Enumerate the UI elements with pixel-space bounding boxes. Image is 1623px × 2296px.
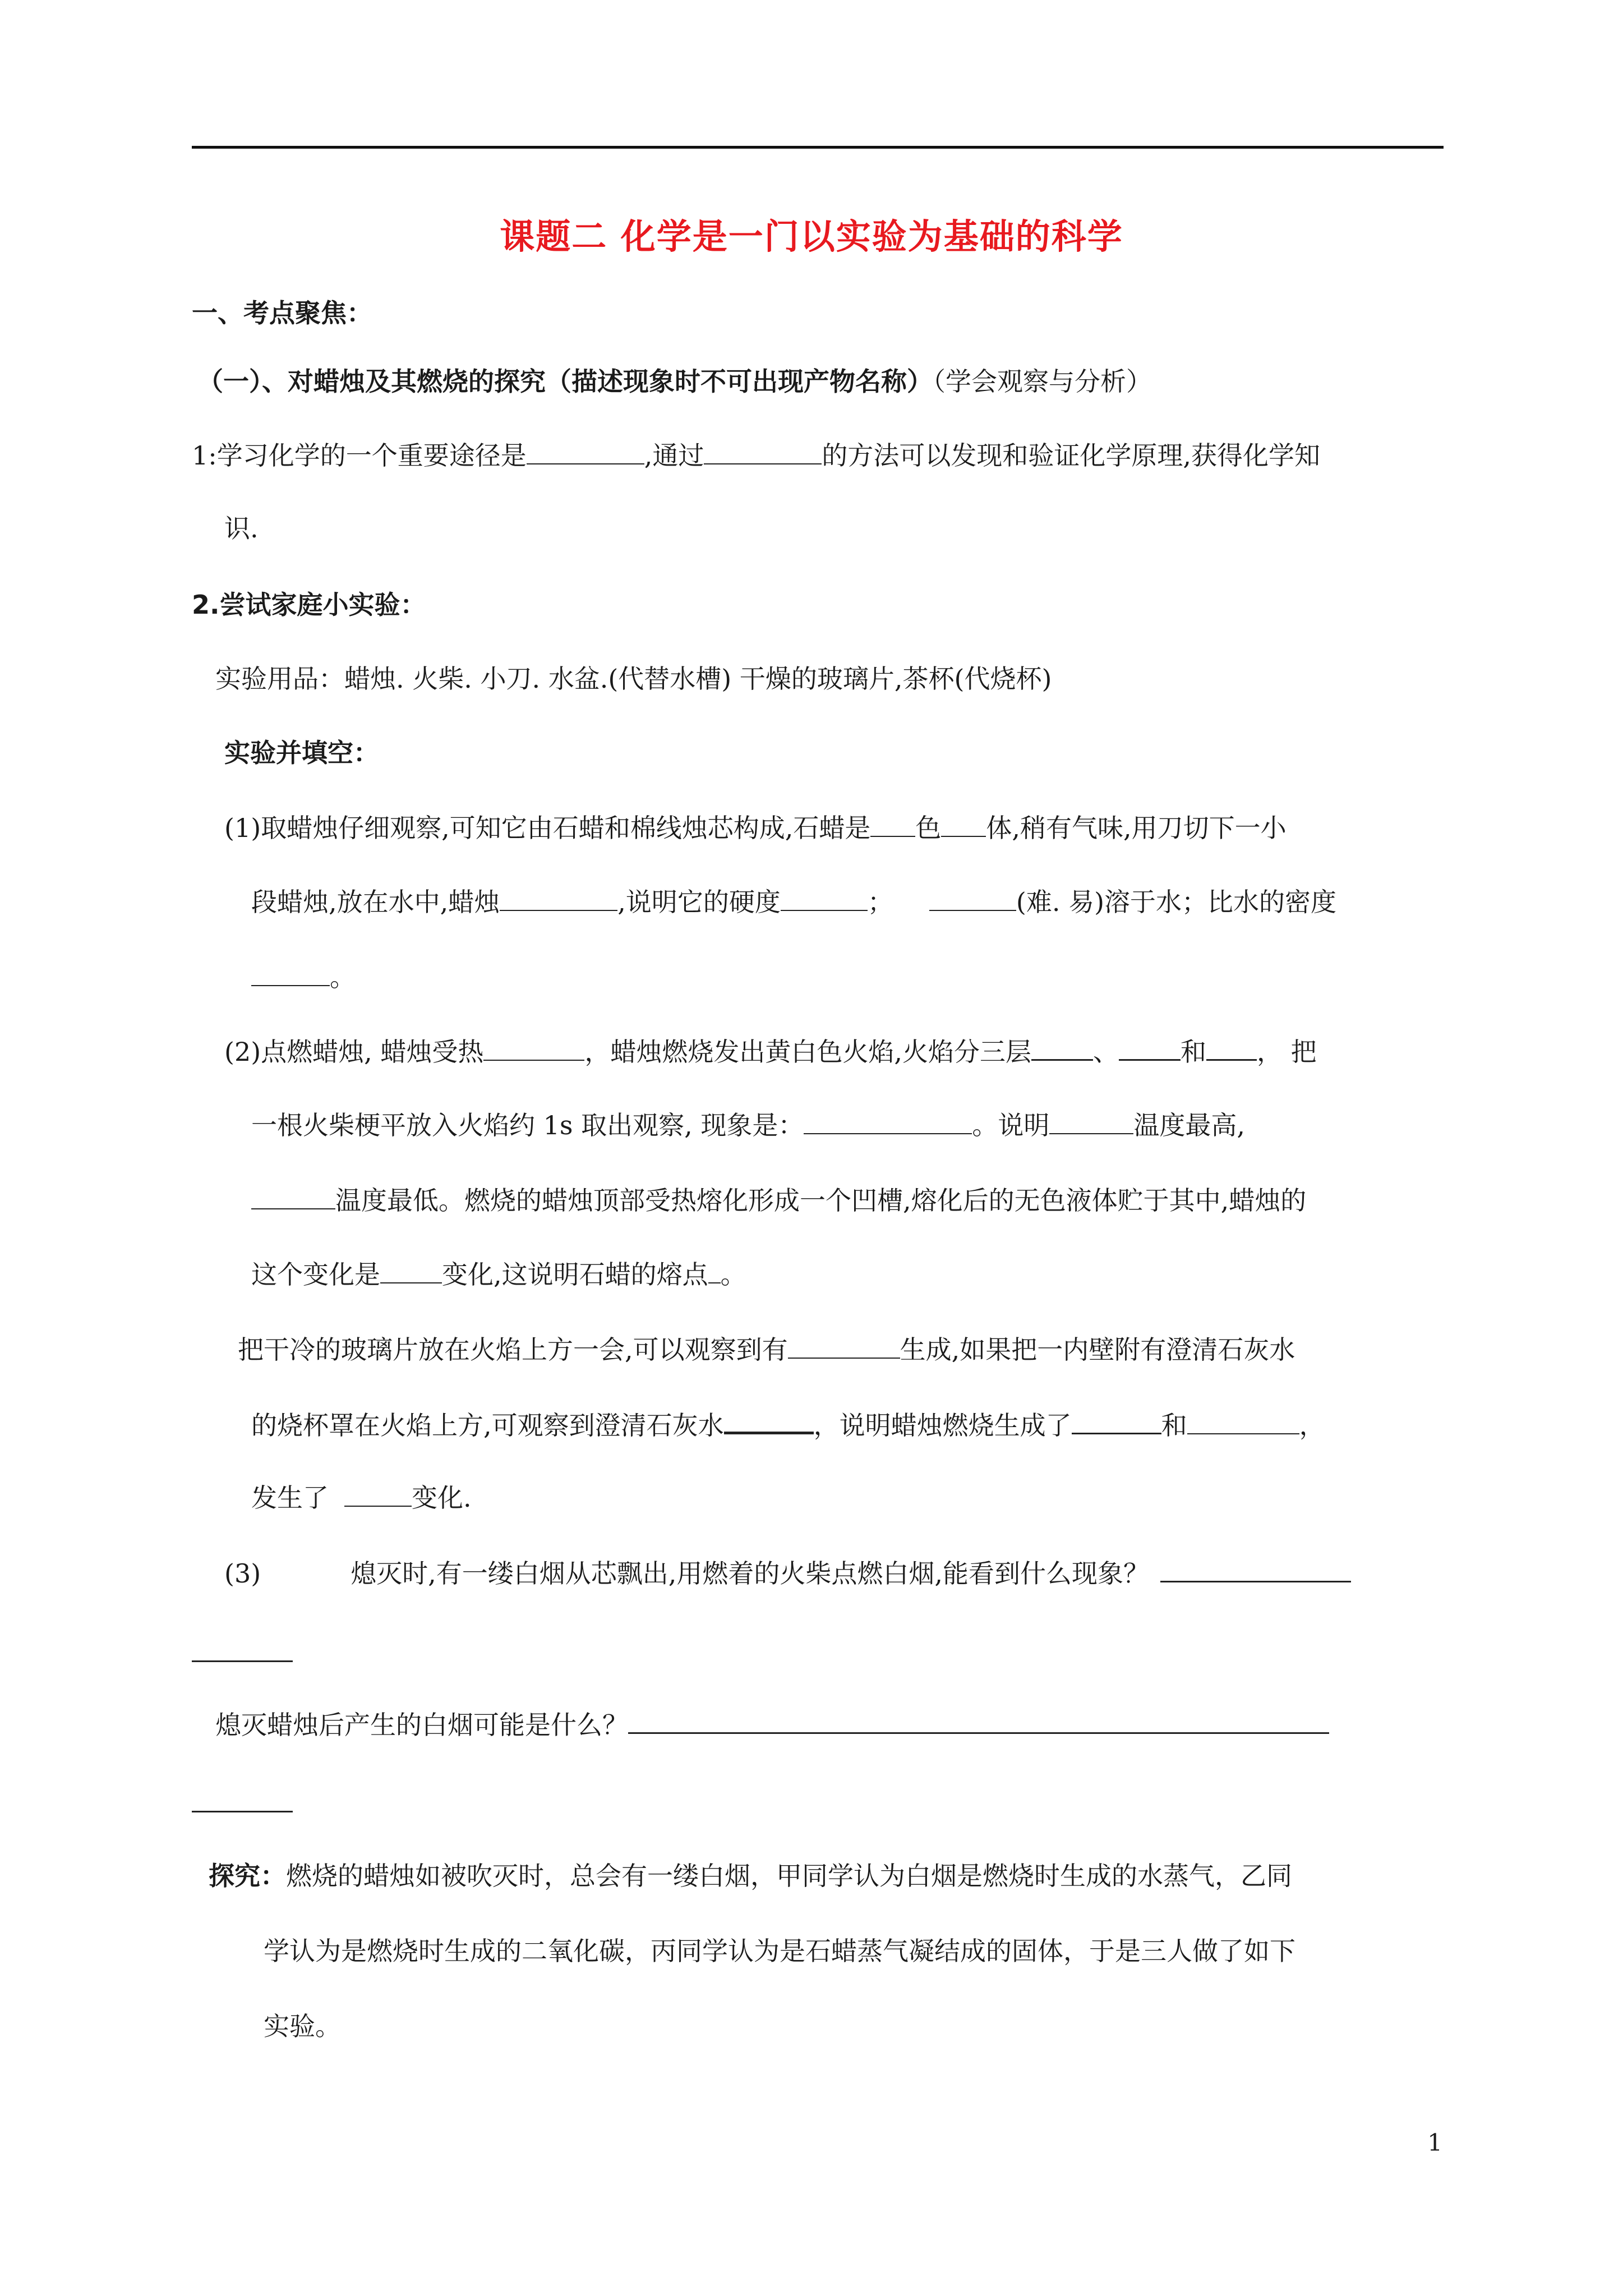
p3-text-e: 和 (1161, 1410, 1187, 1441)
explore-text-a: 燃烧的蜡烛如被吹灭时，总会有一缕白烟，甲同学认为白烟是燃烧时生成的水蒸气，乙同 (286, 1861, 1292, 1891)
blank[interactable] (1160, 1556, 1351, 1582)
page-number: 1 (1427, 2129, 1442, 2156)
blank[interactable] (788, 1333, 900, 1359)
materials-list: 实验用品：蜡烛. 火柴. 小刀. 水盆.(代替水槽) 干燥的玻璃片,茶杯(代烧杯) (215, 664, 1052, 694)
explore-line-1 (209, 1859, 1292, 1893)
blank[interactable] (804, 1108, 972, 1134)
p4-number: (3) (224, 1558, 261, 1589)
blank[interactable] (724, 1407, 814, 1434)
p3-text-h: 变化. (412, 1483, 472, 1513)
blank[interactable] (1187, 1409, 1299, 1434)
p2-text-c: 、 (1093, 1037, 1119, 1067)
section-heading: 一、考点聚焦： (192, 298, 372, 328)
p1-text-a: (1)取蜡烛仔细观察,可知它由石蜡和棉线烛芯构成,石蜡是 (224, 813, 871, 843)
blank[interactable] (1206, 1034, 1257, 1061)
p3-text-d: ，说明蜡烛燃烧生成了 (813, 1410, 1072, 1441)
p1-text-f: ； (867, 887, 893, 917)
p2-text-l: 。 (720, 1259, 746, 1290)
paragraph-1-line-1 (224, 811, 1287, 845)
blank[interactable] (251, 960, 330, 986)
paragraph-3-line-1 (238, 1333, 1295, 1366)
paragraph-2-line-2 (251, 1108, 1245, 1142)
p1-text-c: 体,稍有气味,用刀切下一小 (986, 813, 1287, 843)
p2-text-f: 一根火柴梗平放入火焰约 1s 取出观察, 现象是： (251, 1110, 804, 1140)
p3-text-b: 生成,如果把一内壁附有澄清石灰水 (900, 1335, 1295, 1365)
blank[interactable] (941, 811, 986, 837)
p2-text-d: 和 (1181, 1037, 1207, 1067)
q1-text-b: ,通过 (644, 440, 704, 471)
blank[interactable] (1072, 1408, 1161, 1434)
p4-text-a: 熄灭时,有一缕白烟从芯飘出,用燃着的火柴点燃白烟,能看到什么现象？ (351, 1558, 1150, 1589)
blank[interactable] (483, 1035, 584, 1061)
blank[interactable] (708, 1258, 721, 1283)
blank[interactable] (1049, 1108, 1133, 1134)
p1-text-b: 色 (915, 813, 942, 843)
paragraph-3-line-3 (251, 1481, 472, 1515)
answer-line[interactable] (192, 1811, 293, 1812)
subsection-heading (197, 365, 1152, 398)
fill-heading: 实验并填空： (224, 738, 379, 768)
paragraph-1-line-3 (251, 960, 356, 994)
blank[interactable] (929, 885, 1016, 911)
paragraph-3-line-2 (251, 1407, 1325, 1442)
blank[interactable] (344, 1481, 412, 1507)
p1-text-h: 。 (330, 962, 356, 992)
paragraph-2-line-3 (251, 1184, 1306, 1217)
p2-text-e: ， 把 (1257, 1037, 1317, 1067)
p3-text-c: 的烧杯罩在火焰上方,可观察到澄清石灰水 (251, 1410, 724, 1441)
question-1 (192, 439, 1320, 472)
paragraph-4-line-1 (224, 1556, 1351, 1590)
blank[interactable] (380, 1258, 442, 1283)
q1-continuation: 识. (224, 513, 259, 544)
subsection-note: （学会观察与分析） (933, 366, 1152, 397)
explore-line-3: 实验。 (264, 2011, 341, 2041)
p1-text-g: (难. 易)溶于水；比水的密度 (1016, 887, 1337, 917)
p3-text-a: 把干冷的玻璃片放在火焰上方一会,可以观察到有 (238, 1335, 788, 1365)
p2-text-a: (2)点燃蜡烛, 蜡烛受热 (224, 1037, 484, 1067)
blank[interactable] (704, 439, 822, 464)
p2-text-g: 。说明 (972, 1110, 1050, 1140)
blank[interactable] (1119, 1034, 1181, 1061)
paragraph-2-line-1 (224, 1034, 1317, 1069)
p2-text-j: 这个变化是 (251, 1259, 380, 1290)
subsection-title: （一）、对蜡烛及其燃烧的探究（描述现象时不可出现产物名称） (197, 366, 933, 397)
blank[interactable] (527, 439, 644, 464)
q1-text-c: 的方法可以发现和验证化学原理,获得化学知 (822, 440, 1321, 471)
p2-text-h: 温度最高, (1133, 1110, 1245, 1140)
explore-label: 探究： (209, 1861, 286, 1891)
p2-text-k: 变化,这说明石蜡的熔点 (442, 1259, 708, 1290)
blank[interactable] (870, 811, 915, 837)
blank[interactable] (500, 885, 617, 911)
page-title: 课题二 化学是一门以实验为基础的科学 (500, 216, 1123, 257)
p3-text-f: ， (1299, 1410, 1325, 1441)
p3-text-g: 发生了 (251, 1483, 329, 1513)
header-rule (192, 146, 1444, 149)
paragraph-4-line-2 (215, 1708, 1329, 1742)
blank[interactable] (628, 1708, 1329, 1734)
explore-line-2: 学认为是燃烧时生成的二氧化碳，丙同学认为是石蜡蒸气凝结成的固体，于是三人做了如下 (264, 1936, 1295, 1966)
p2-text-b: ，蜡烛燃烧发出黄白色火焰,火焰分三层 (584, 1037, 1032, 1067)
answer-line[interactable] (192, 1660, 293, 1662)
p1-text-e: ,说明它的硬度 (617, 887, 781, 917)
paragraph-2-line-4 (251, 1258, 746, 1291)
blank[interactable] (781, 885, 868, 911)
blank[interactable] (251, 1184, 335, 1209)
p1-text-d: 段蜡烛,放在水中,蜡烛 (251, 887, 500, 917)
q1-text-a: 1:学习化学的一个重要途径是 (192, 440, 527, 471)
p2-text-i: 温度最低。燃烧的蜡烛顶部受热熔化形成一个凹槽,熔化后的无色液体贮于其中,蜡烛的 (335, 1185, 1307, 1216)
question-2-heading: 2.尝试家庭小实验： (192, 590, 426, 620)
p4-text-b: 熄灭蜡烛后产生的白烟可能是什么？ (215, 1710, 628, 1740)
blank[interactable] (1031, 1034, 1093, 1061)
paragraph-1-line-2 (251, 885, 1336, 919)
